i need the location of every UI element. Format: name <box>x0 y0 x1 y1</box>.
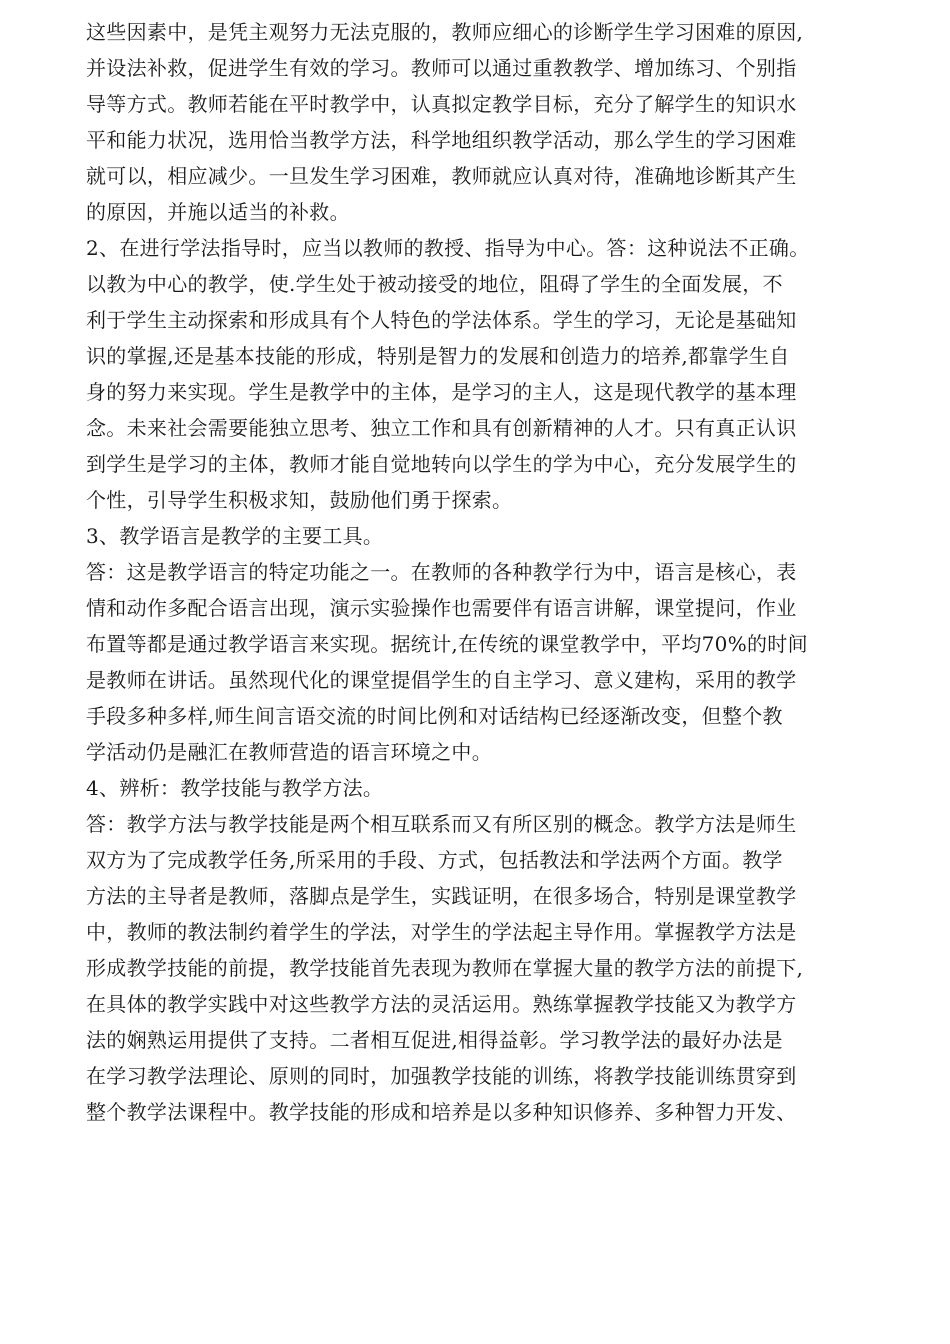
text-line: 双方为了完成教学任务,所采用的手段、方式，包括教法和学法两个方面。教学 <box>86 848 783 872</box>
text-line: 并设法补救，促进学生有效的学习。教师可以通过重教教学、增加练习、个别指 <box>86 56 797 80</box>
question-4-heading: 4、辨析：教学技能与教学方法。 <box>86 776 384 800</box>
text-line: 答：这是教学语言的特定功能之一。在教师的各种教学行为中，语言是核心，表 <box>86 560 797 584</box>
text-line: 就可以，相应减少。一旦发生学习困难，教师就应认真对待，准确地诊断其产生 <box>86 164 797 188</box>
text-line: 布置等都是通过教学语言来实现。据统计,在传统的课堂教学中，平均70%的时间 <box>86 632 808 656</box>
text-line: 整个教学法课程中。教学技能的形成和培养是以多种知识修养、多种智力开发、 <box>86 1100 797 1124</box>
text-line: 身的努力来实现。学生是教学中的主体，是学习的主人，这是现代教学的基本理 <box>86 380 797 404</box>
document-body <box>86 14 886 1130</box>
text-line: 学活动仍是融汇在教师营造的语言环境之中。 <box>86 740 492 764</box>
text-line: 到学生是学习的主体，教师才能自觉地转向以学生的学为中心，充分发展学生的 <box>86 452 797 476</box>
text-line: 法的娴熟运用提供了支持。二者相互促进,相得益彰。学习教学法的最好办法是 <box>86 1028 783 1052</box>
text-line: 在学习教学法理论、原则的同时，加强教学技能的训练，将教学技能训练贯穿到 <box>86 1064 797 1088</box>
text-line: 的原因，并施以适当的补救。 <box>86 200 350 224</box>
text-line: 答：教学方法与教学技能是两个相互联系而又有所区别的概念。教学方法是师生 <box>86 812 797 836</box>
question-3-heading: 3、教学语言是教学的主要工具。 <box>86 524 384 548</box>
text-line: 识的掌握,还是基本技能的形成，特别是智力的发展和创造力的培养,都靠学生自 <box>86 344 790 368</box>
text-line: 个性，引导学生积极求知，鼓励他们勇于探索。 <box>86 488 513 512</box>
text-line: 是教师在讲话。虽然现代化的课堂提倡学生的自主学习、意义建构，采用的教学 <box>86 668 797 692</box>
question-2-heading: 2、在进行学法指导时，应当以教师的教授、指导为中心。答：这种说法不正确。 <box>86 236 810 260</box>
text-line: 以教为中心的教学，使.学生处于被动接受的地位，阻碍了学生的全面发展，不 <box>86 272 783 296</box>
text-line: 手段多种多样,师生间言语交流的时间比例和对话结构已经逐渐改变，但整个教 <box>86 704 783 728</box>
text-line: 这些因素中，是凭主观努力无法克服的，教师应细心的诊断学生学习困难的原因, <box>86 20 804 44</box>
text-line: 平和能力状况，选用恰当教学方法，科学地组织教学活动，那么学生的学习困难 <box>86 128 797 152</box>
text-line: 利于学生主动探索和形成具有个人特色的学法体系。学生的学习，无论是基础知 <box>86 308 797 332</box>
text-line: 方法的主导者是教师，落脚点是学生，实践证明，在很多场合，特别是课堂教学 <box>86 884 797 908</box>
text-line: 中，教师的教法制约着学生的学法，对学生的学法起主导作用。掌握教学方法是 <box>86 920 797 944</box>
text-line: 情和动作多配合语言出现，演示实验操作也需要伴有语言讲解，课堂提问，作业 <box>86 596 797 620</box>
text-line: 念。未来社会需要能独立思考、独立工作和具有创新精神的人才。只有真正认识 <box>86 416 797 440</box>
text-line: 在具体的教学实践中对这些教学方法的灵活运用。熟练掌握教学技能又为教学方 <box>86 992 797 1016</box>
text-line: 导等方式。教师若能在平时教学中，认真拟定教学目标，充分了解学生的知识水 <box>86 92 797 116</box>
text-line: 形成教学技能的前提，教学技能首先表现为教师在掌握大量的教学方法的前提下, <box>86 956 804 980</box>
